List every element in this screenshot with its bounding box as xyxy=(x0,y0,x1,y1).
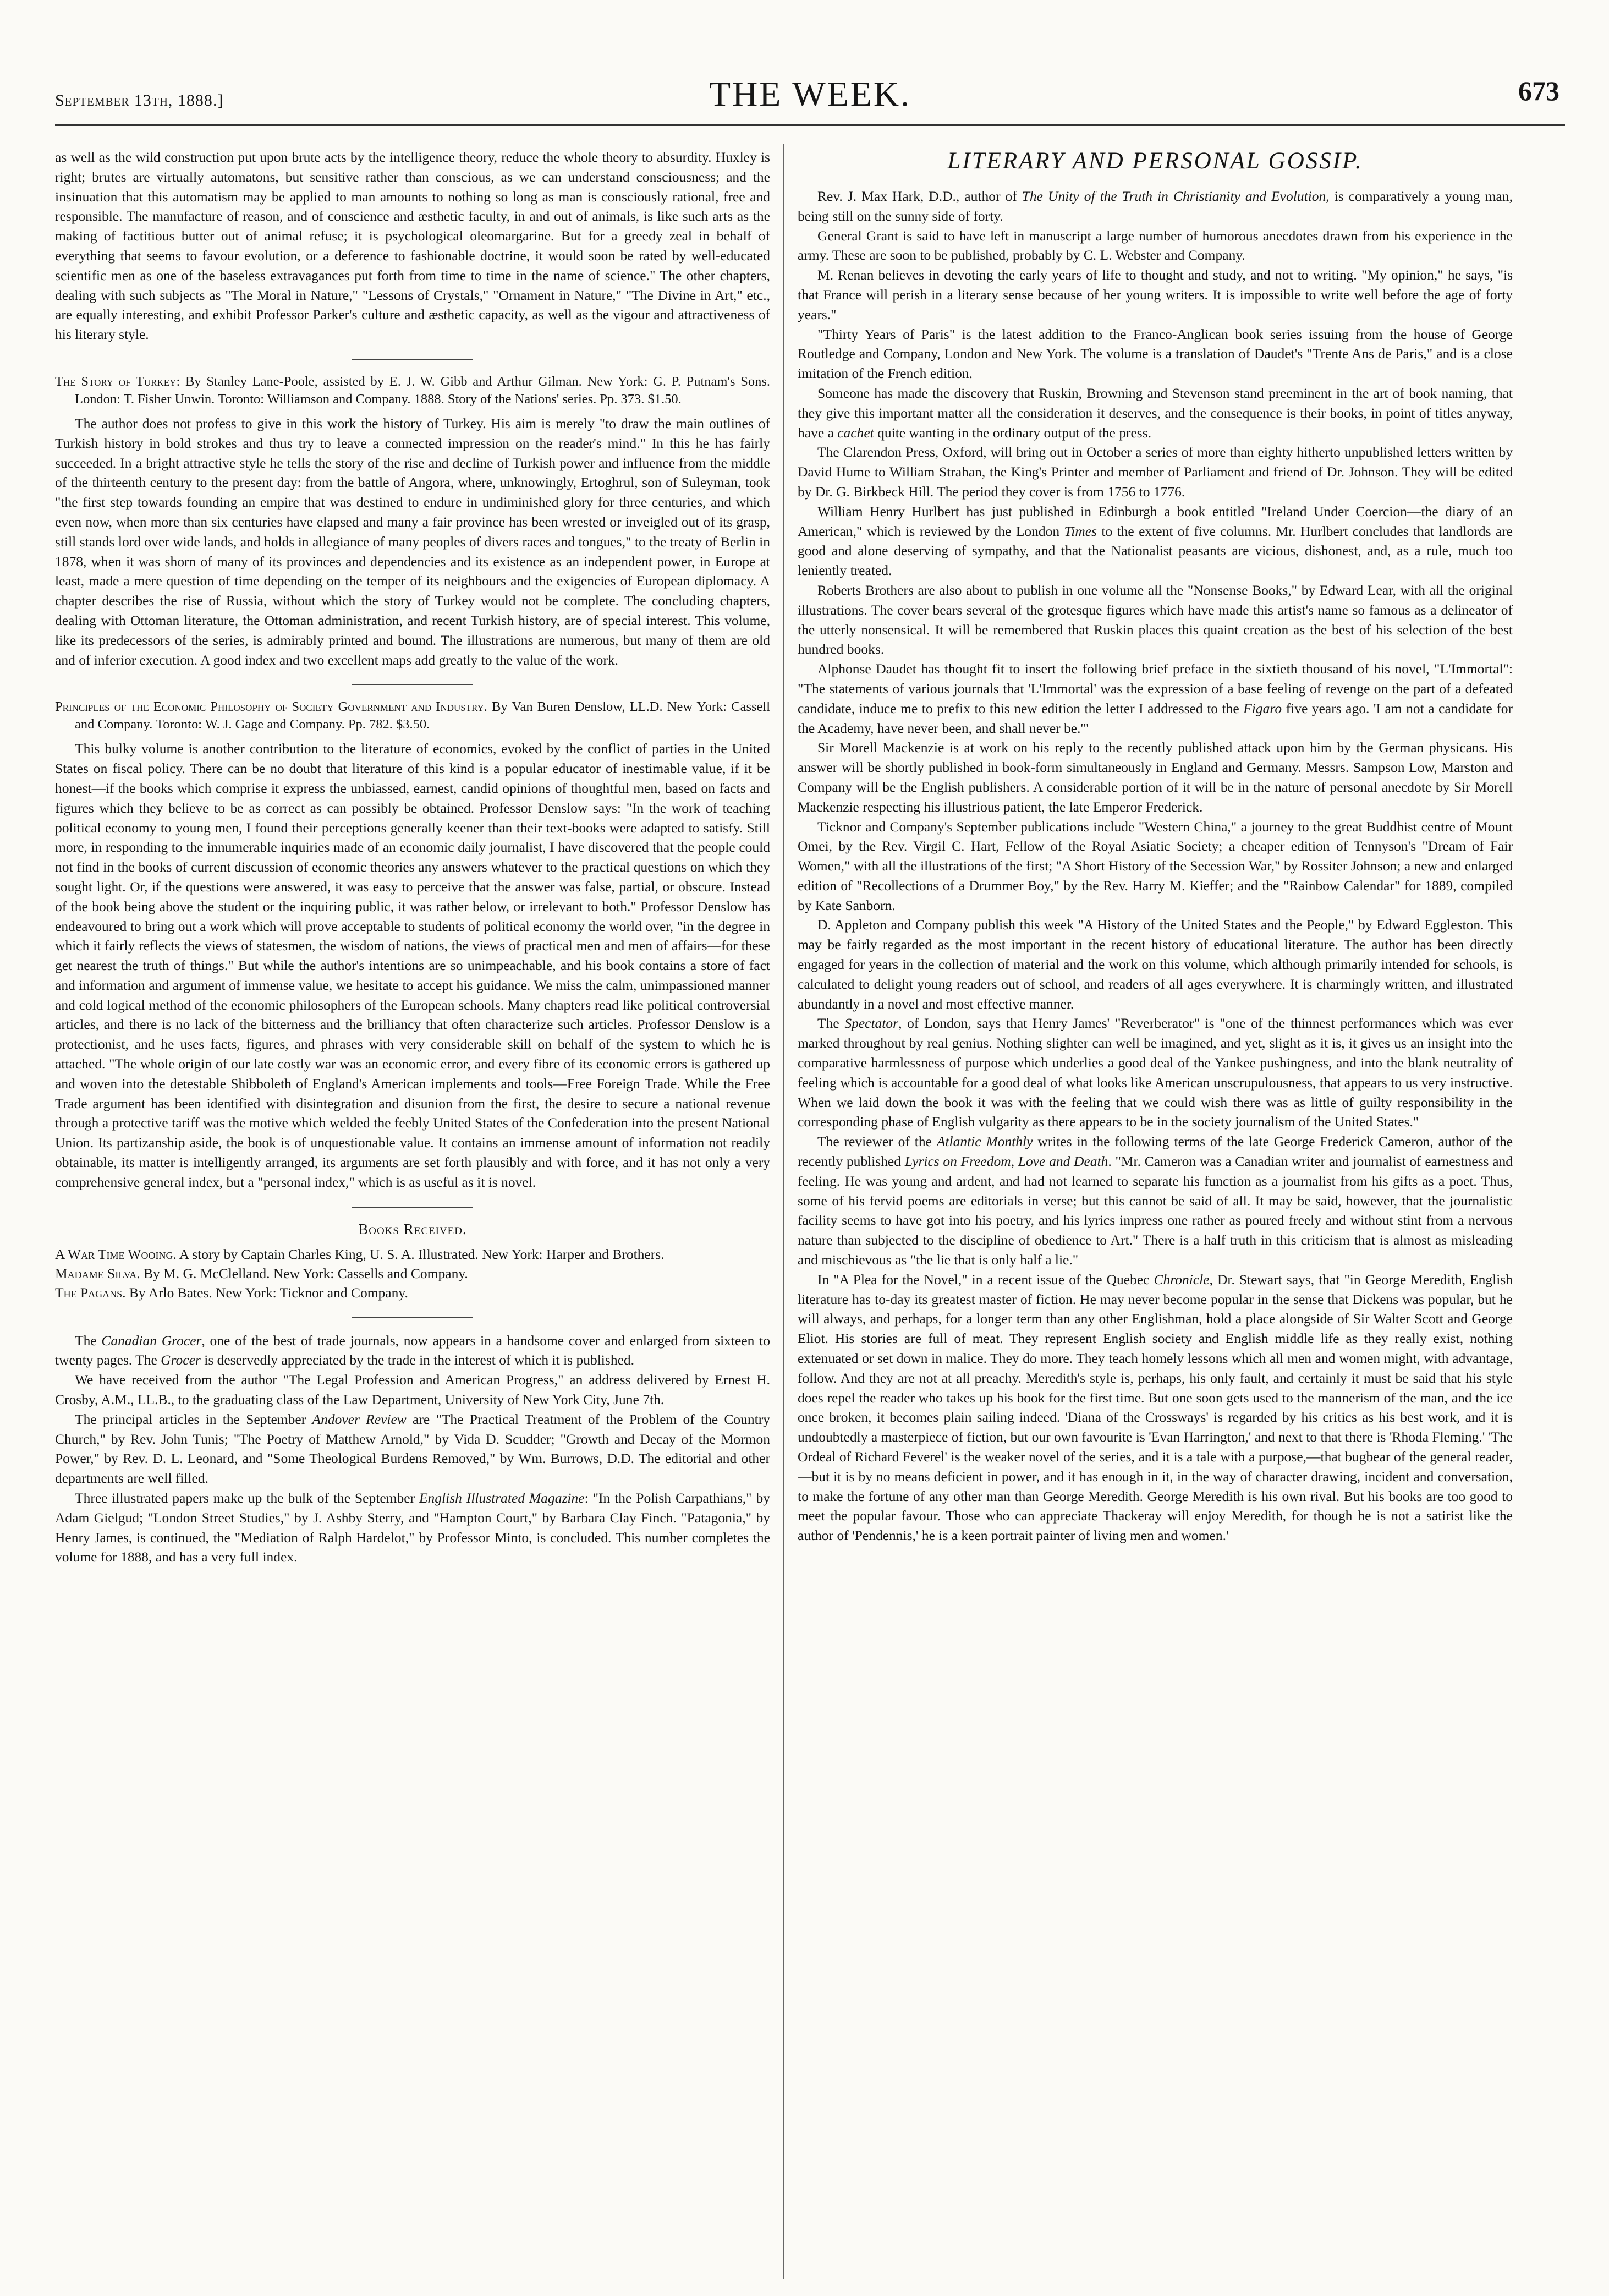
text-run: , of London, says that Henry James' "Reverberator" is "one of the thinnest performances which was ever marked throughout by real genius. Nothing slighter can well be imagined, and yet, slight as it is, it gives us an insight into the comparative harmlessness of purpose which underlies a good deal of the Yankee pushingness, and into the blank neutrality of feeling which is accountable for a good deal of what looks like American unscrupulousness, that appears to us very instructive. When we laid down the book it was with the feeling that we could wish there was as little of guilty responsibility in the corresponding phase of English vulgarity as there appears to be in the society journalism of the United States." xyxy=(798,1015,1513,1130)
periodical-title: Grocer xyxy=(161,1352,201,1368)
text-run: are "The Practical Treatment of the Problem of the Country Church," by Rev. John Tunis; "The Poetry of Matthew Arnold," by Vida D. Scudder; "Growth and Decay of the Mormon Power," by Rev. D. L. Leonard, and "Some Theological Burdens Removed," by Wm. Burrows, D.D. The editorial and other departments are well filled. xyxy=(55,1411,770,1487)
gossip-item-mackenzie: Sir Morell Mackenzie is at work on his reply to the recently published attack upon him by the German physicans. His answer will be shortly published in book-form simultaneously in England and Germany. Messrs. Sampson Low, Marston and Company will be the English publishers. A considerable portion of it will be in the nature of personal anecdote by Sir Morell Mackenzie respecting his illustrious patient, the late Emperor Frederick. xyxy=(798,739,1513,815)
text-run: . "Mr. Cameron was a Canadian writer and journalist of earnestness and feeling. He was young and ardent, and had not learned to separate his function as a journalist from his gifts as a poet. Thus, some of his fervid poems are editorials in verse; but this cannot be said of all. It may be said, however, that the journalistic facility seems to have got into his poetry, and his lyrics impress one rather as poured freely and without stint from a nervous nature than subjected to the discipline of obedience to Art." There is a half truth in this criticism that is almost as misleading and mischievous as "the lie that is only half a lie." xyxy=(798,1153,1513,1268)
gossip-item-plea-for-novel xyxy=(798,1270,1513,1546)
gossip-item-atlantic xyxy=(798,1132,1513,1270)
gossip-section-title: LITERARY AND PERSONAL GOSSIP. xyxy=(947,148,1363,174)
book-title: The Unity of the Truth in Christianity and Evolution xyxy=(1022,188,1326,204)
text-run: quite wanting in the ordinary output of the press. xyxy=(874,424,1152,441)
left-column xyxy=(55,147,770,2282)
gossip-item-thirty-years: "Thirty Years of Paris" is the latest addition to the Franco-Anglican book series issuing from the house of George Routledge and Company, London and New York. The volume is a translation of Daudet's "Trente Ans de Paris," and is a close imitation of the French edition. xyxy=(798,326,1513,382)
text-run: five years ago. 'I am not a candidate for the Academy, have never been, and shall never be.'" xyxy=(798,700,1513,736)
gossip-item-grant: General Grant is said to have left in manuscript a large number of humorous anecdotes drawn from his experience in the army. These are soon to be published, probably by C. L. Webster and Company. xyxy=(798,227,1513,264)
text-run: In "A Plea for the Novel," in a recent issue of the Quebec xyxy=(817,1271,1154,1287)
turkey-entry-heading xyxy=(55,373,770,408)
periodical-title: Andover Review xyxy=(312,1411,407,1427)
book-details: By Arlo Bates. New York: Ticknor and Company. xyxy=(125,1284,408,1301)
running-head xyxy=(55,70,1565,125)
andover-review-note xyxy=(55,1410,770,1488)
book-details: A story by Captain Charles King, U. S. A. Illustrated. New York: Harper and Brothers. xyxy=(176,1246,665,1262)
text-run: Rev. J. Max Hark, D.D., author of xyxy=(817,188,1022,204)
english-illustrated-note xyxy=(55,1488,770,1567)
periodical-title: Chronicle xyxy=(1154,1271,1210,1287)
gossip-item-daudet xyxy=(798,659,1513,738)
gossip-item-hark xyxy=(798,187,1513,226)
header-rule xyxy=(55,124,1565,126)
economics-title: Principles of the Economic Philosophy of Society Government and Industry. xyxy=(55,699,487,715)
turkey-review: The author does not profess to give in this work the history of Turkey. His aim is merely "to draw the main outlines of Turkish history in bold strokes and thus try to leave a connected impression on the reader's mind." In this he has fairly succeeded. In a bright attractive style he tells the story of the rise and decline of Turkish power and influence from the middle of the thirteenth century to the present day: from the battle of Angora, where, unknowingly, Ertoghrul, son of Suleyman, took "the first step towards founding an empire that was destined to endure in undiminished glory for three centuries, and which even now, when more than six centuries have elapsed and many a fair province has been wrested or inveigled out of its grasp, still stands lord over wide lands, and holds in allegiance of many peoples of divers races and tongues," to the treaty of Berlin in 1878, when it was shorn of many of its provinces and dependencies and its existence as an independent power, in Europe at least, made a mere question of time depending on the temper of its neighbours and the exigencies of European diplomacy. A chapter describes the rise of Russia, without which the story of Turkey would not be complete. The concluding chapters, dealing with Ottoman literature, the Ottoman administration, and recent Turkish history, are of special interest. This volume, like its predecessors of the series, is admirably printed and bound. The illustrations are numerous, but many of them are old and of inferior execution. A good index and two excellent maps add greatly to the value of the work. xyxy=(55,415,770,668)
gossip-item-roberts: Roberts Brothers are also about to publish in one volume all the "Nonsense Books," by Edward Lear, with all the original illustrations. The cover bears several of the grotesque figures which have made this artist's name so famous as a delineator of the utterly nonsensical. It will be remembered that Ruskin places this quaint creation as the best of his selection of the best hundred books. xyxy=(798,582,1513,657)
book-title: Lyrics on Freedom, Love and Death xyxy=(904,1153,1108,1170)
book-details: By M. G. McClelland. New York: Cassells and Company. xyxy=(140,1265,468,1281)
text-run: The xyxy=(75,1332,102,1349)
gossip-item-clarendon: The Clarendon Press, Oxford, will bring out in October a series of more than eighty hitherto unpublished letters written by David Hume to William Strahan, the King's Printer and member of Parliament and friend of Dr. Johnson. They will be edited by Dr. G. Birkbeck Hill. The period they cover is from 1756 to 1776. xyxy=(798,444,1513,500)
page-number: 673 xyxy=(1518,75,1559,106)
text-run: writes in the following terms of the late George Frederick Cameron, author of the recently published xyxy=(798,1133,1513,1170)
text-run: William Henry Hurlbert has just published in Edinburgh a book entitled "Ireland Under Coercion—the diary of an American," which is reviewed by the London xyxy=(798,503,1513,539)
text-run: The xyxy=(817,1015,845,1032)
issue-date: September 13th, 1888.] xyxy=(55,91,224,109)
text-run: , is comparatively a young man, being still on the sunny side of forty. xyxy=(798,188,1513,224)
periodical-title: Spectator xyxy=(844,1015,899,1032)
right-column xyxy=(798,147,1513,2282)
gossip-item-renan: M. Renan believes in devoting the early years of life to thought and study, and not to writing. "My opinion," he says, "is that France will perish in a literary sense because of her young writers. It is impossible to write well before the age of forty years." xyxy=(798,267,1513,322)
legal-profession-note: We have received from the author "The Legal Profession and American Progress," an address delivered by Ernest H. Crosby, A.M., LL.B., to the graduating class of the Law Department, University of New York City, June 7th. xyxy=(55,1372,770,1408)
economics-review: This bulky volume is another contribution to the literature of economics, evoked by the conflict of parties in the United States on fiscal policy. There can be no doubt that literature of this kind is a popular educator of inestimable value, if it be honest—if the books which comprise it express the unbiassed, earnest, candid opinions of thoughtful men, based on facts and figures which they believe to be as correct as can possibly be obtained. Professor Denslow says: "In the work of teaching political economy to young men, I found their perceptions generally keener than their text-books were adapted to satisfy. Still more, in responding to the innumerable inquiries made of an economic daily journalist, I have discovered that the people could not find in the books of current discussion of economic theories any answers whatever to the practical questions on which they sought light. Or, if the questions were answered, it was easy to perceive that the answer was false, partial, or obscure. Instead of the book being above the student or the inquiring public, it was rather below, or irrelevant to both." Professor Denslow has endeavoured to bring out a work which will prove acceptable to students of political economy the world over, "in the degree in which it fairly reflects the views of statesmen, the wisdom of nations, the views of practical men and men of affairs—for these get nearest the truth of things." But while the author's intentions are so unimpeachable, and his book contains a store of fact and information and argument of immense value, we hesitate to accept his guidance. We miss the calm, unimpassioned manner and cold logical method of the economic philosophers of the European schools. Many chapters read like political controversial articles, and there is no lack of the bitterness and the brilliancy that often characterize such articles. Professor Denslow is a protectionist, and he uses facts, figures, and phrases with very considerable skill on behalf of the system to which he is attached. "The whole origin of our late costly war was an economic error, and every fibre of its economic errors is gathered up and woven into the detestable Shibboleth of England's American implements and tools—Free Foreign Trade. While the Free Trade argument has been identified with disintegration and disunion from the first, the desire to secure a national revenue through a protective tariff was the motive which welded the feebly United States of the Confederation into the present National Union. Its partizanship aside, the book is of unquestionable value. It contains an immense amount of information not readily obtainable, its matter is intelligently arranged, its arguments are set forth plausibly and with force, and it has not only a very comprehensive general index, but a "personal index," which is as useful as it is novel. xyxy=(55,741,770,1190)
periodical-title: English Illustrated Magazine xyxy=(419,1490,585,1506)
turkey-publication-details: : By Stanley Lane-Poole, assisted by E. J. W. Gibb and Arthur Gilman. New York: G. P. Putnam's Sons. London: T. Fisher Unwin. Toronto: Williamson and Company. 1888. Story of the Nations' series. Pp. 373. $1.50. xyxy=(75,374,770,407)
book-title: A War Time Wooing. xyxy=(55,1246,177,1262)
text-run: The principal articles in the September xyxy=(75,1411,312,1427)
masthead-title: THE WEEK. xyxy=(709,74,911,113)
gossip-item-hurlbert xyxy=(798,502,1513,580)
parker-review-conclusion: as well as the wild construction put upon brute acts by the intelligence theory, reduce the whole theory to absurdity. Huxley is right; brutes are virtually automatons, but sensitive rather than conscious, as we can understand consciousness; and the insinuation that this automatism may be applied to man amounts to nothing so long as man is consciously rational, free and responsible. The manufacture of reason, and of conscience and æsthetic faculty, in and out of animals, is like such arts as the making of factitious butter out of animal refuse; it is psychological oleomargarine. But for a greedy zeal in behalf of everything that seems to favour evolution, or a deference to fashionable doctrine, it would soon be rated by well-educated scientific men as one of the baseless extravagances put forth from time to time in the name of science." The other chapters, dealing with such subjects as "The Moral in Nature," "Lessons of Crystals," "Ornament in Nature," "The Divine in Art," etc., are equally interesting, and exhibit Professor Parker's culture and æsthetic capacity, as well as the vigour and attractiveness of his literary style. xyxy=(55,149,770,343)
section-rule xyxy=(352,1317,473,1318)
gossip-item-book-naming xyxy=(798,383,1513,442)
book-received-item xyxy=(55,1283,770,1302)
text-run: is deservedly appreciated by the trade in the interest of which it is published. xyxy=(200,1352,635,1368)
text-run: : "In the Polish Carpathians," by Adam Gielgud; "London Street Studies," by J. Ashby Sterry, and "Hampton Court," by Barbara Clay Finch. "Patagonia," by Henry James, is continued, the "Mediation of Ralph Hardelot," by Professor Minto, is concluded. This number completes the volume for 1888, and has a very full index. xyxy=(55,1490,770,1565)
gossip-item-appleton: D. Appleton and Company publish this week "A History of the United States and the People," by Edward Eggleston. This may be fairly regarded as the most important in the recent history of educational literature. The author has been directly engaged for years in the collection of material and the work on this volume, which although primarily intended for schools, is calculated to delight young readers out of school, and readers of all ages everywhere. It is charmingly written, and illustrated abundantly in a novel and most effective manner. xyxy=(798,917,1513,1012)
gossip-item-ticknor: Ticknor and Company's September publications include "Western China," a journey to the great Buddhist centre of Mount Omei, by the Rev. Virgil C. Hart, Fellow of the Royal Asiatic Society; a cheaper edition of Tennyson's "Dream of Fair Women," with all the illustrations of the first; "A Short History of the Secession War," by Rossiter Johnson; a new and enlarged edition of "Recollections of a Drummer Boy," by the Rev. Harry M. Kieffer; and the "Rainbow Calendar" for 1889, compiled by Kate Sanborn. xyxy=(798,818,1513,913)
text-run: Alphonse Daudet has thought fit to insert the following brief preface in the sixtieth thousand of his novel, "L'Immortal": "The statements of various journals that 'L'Immortal' was the expression of a base feeling of revenge on the part of a defeated candidate, induce me to prefix to this new edition the letter I addressed to the xyxy=(798,661,1513,716)
economics-publication-details: By Van Buren Denslow, LL.D. New York: Cassell and Company. Toronto: W. J. Gage and Company. Pp. 782. $3.50. xyxy=(75,699,770,732)
book-received-item xyxy=(55,1264,770,1283)
section-rule xyxy=(352,684,473,685)
book-title: Madame Silva. xyxy=(55,1265,140,1281)
column-divider xyxy=(783,144,784,2279)
turkey-title: The Story of Turkey xyxy=(55,374,177,389)
books-received-heading: Books Received. xyxy=(358,1220,467,1237)
italic-word: cachet xyxy=(837,424,874,441)
periodical-title: Atlantic Monthly xyxy=(936,1133,1033,1150)
section-rule xyxy=(352,1207,473,1208)
text-run: , Dr. Stewart says, that "in George Meredith, English literature has to-day its greatest master of fiction. He may never become popular in the sense that Dickens was popular, but he will always, and perhaps, for a longer term than any other Englishman, hold a place alongside of Sir Walter Scott and George Eliot. His stories are full of meat. They represent English society and English middle life as they really exist, nothing extenuated or set down in malice. They do more. They teach homely lessons which all men and women might, with advantage, follow. And they are not at all preachy. Meredith's style is, perhaps, his only fault, and certainly it must be said that his style does repel the reader who takes up his book for the first time. But one soon gets used to the mannerism of the man, and the ice once broken, it becomes plain sailing indeed. 'Diana of the Crossways' is regarded by his critics as his best work, and it is undoubtedly a masterpiece of fiction, but our own favourite is 'Evan Harrington,' and next to that there is 'Rhoda Fleming.' 'The Ordeal of Richard Feverel' is the weaker novel of the series, and it is a tale with a purpose,—that bugbear of the general reader,—but it is by no means deficient in power, and it has enough in it, in the way of character drawing, incident and conversation, to make the fortune of any other man than George Meredith. George Meredith is his own rival. But his books are too good to meet the popular favour. Those who can appreciate Thackeray will enjoy Meredith, for though he is not a satirist like the author of 'Pendennis,' he is a keen portrait painter of living men and women.' xyxy=(798,1271,1513,1544)
periodical-title: Canadian Grocer xyxy=(101,1332,202,1349)
text-run: Someone has made the discovery that Ruskin, Browning and Stevenson stand preeminent in the art of book naming, that they give this important matter all the consideration it deserves, and the consequence is their books, in point of titles anyway, have a xyxy=(798,385,1513,441)
periodical-title: Times xyxy=(1064,523,1097,539)
text-run: , one of the best of trade journals, now appears in a handsome cover and enlarged from sixteen to twenty pages. The xyxy=(55,1332,770,1368)
text-run: to the extent of five columns. Mr. Hurlbert concludes that landlords are good and alone deserving of sympathy, and that the Nationalist peasants are vicious, dishonest, and, as a rule, much too leniently treated. xyxy=(798,523,1513,579)
section-rule xyxy=(352,359,473,360)
book-title: The Pagans. xyxy=(55,1284,126,1301)
book-received-item xyxy=(55,1245,770,1264)
periodical-title: Figaro xyxy=(1243,700,1282,716)
gossip-item-spectator xyxy=(798,1013,1513,1132)
text-run: Three illustrated papers make up the bulk of the September xyxy=(75,1490,419,1506)
text-run: The reviewer of the xyxy=(817,1133,937,1150)
economics-entry-heading xyxy=(55,698,770,733)
canadian-grocer-note xyxy=(55,1331,770,1371)
